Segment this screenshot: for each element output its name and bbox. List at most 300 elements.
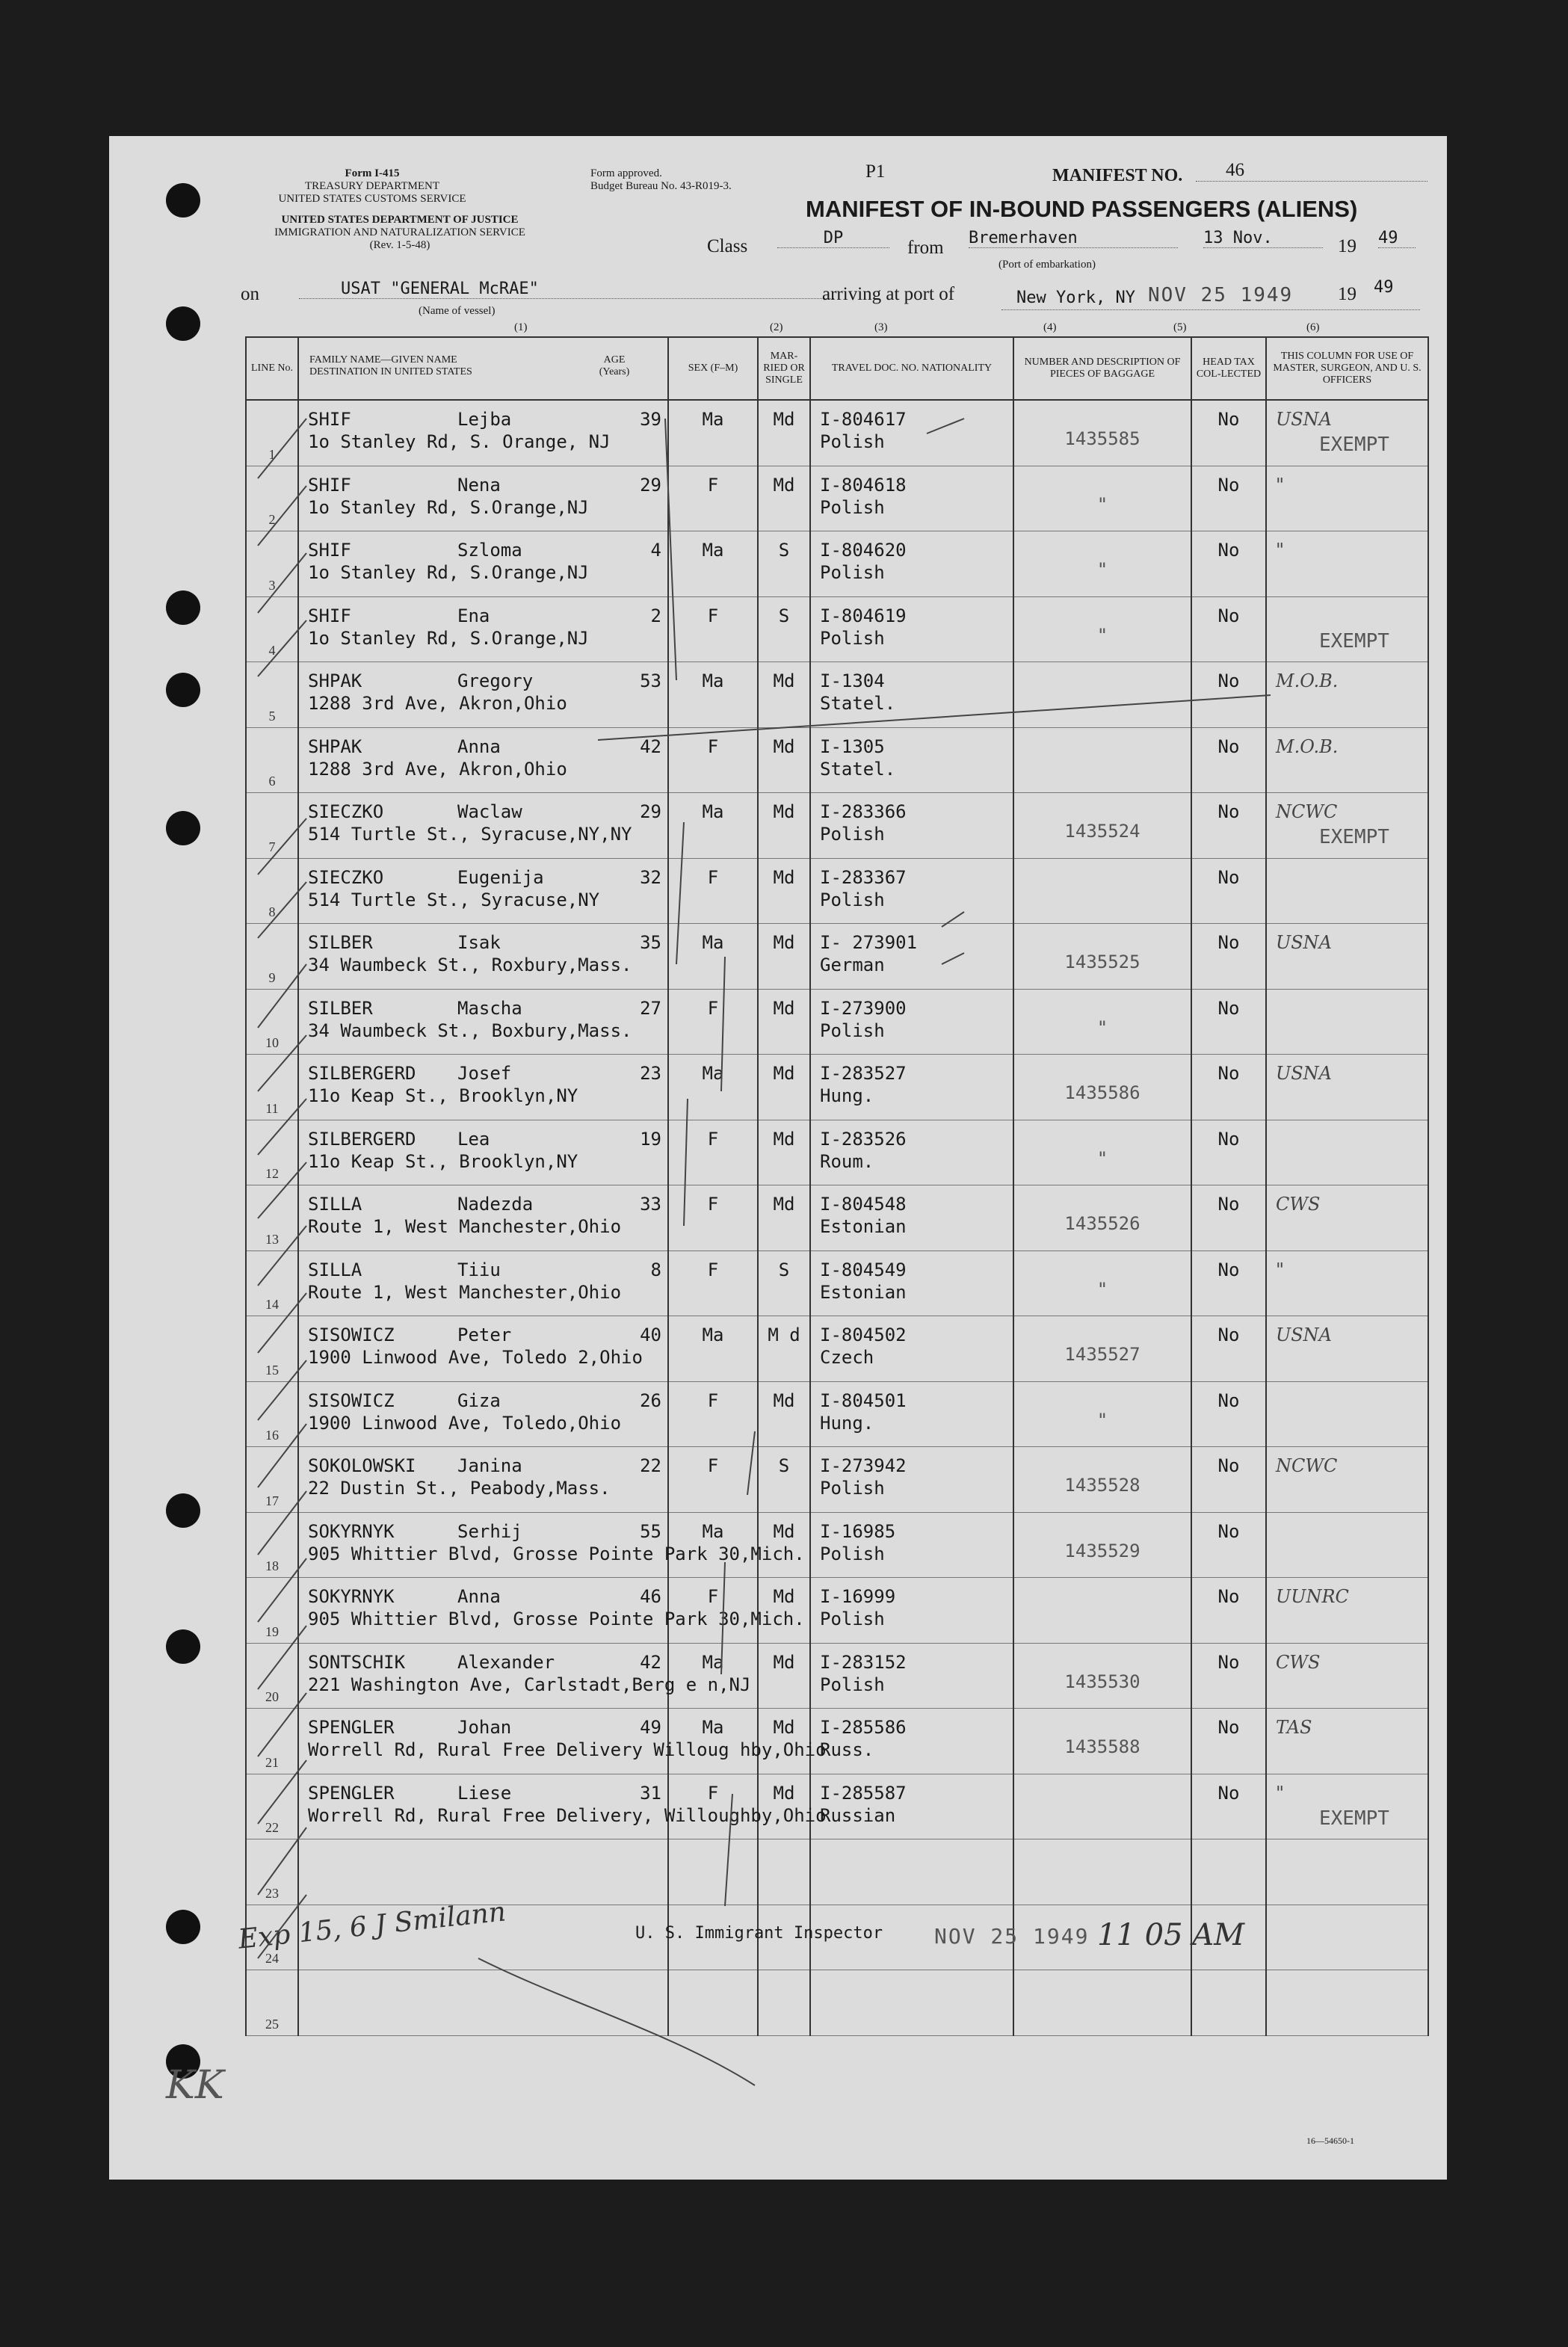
sex-cell	[668, 1709, 758, 1774]
nationality: Polish	[820, 431, 885, 452]
family-name: SIECZKO	[308, 866, 384, 888]
table-row	[246, 1447, 1428, 1513]
officer-note: TAS	[1276, 1717, 1312, 1738]
married-cell	[758, 1512, 810, 1578]
sex-cell	[668, 400, 758, 466]
col-header-tax: HEAD TAX COL-LECTED	[1191, 337, 1266, 400]
page-mark: P1	[865, 161, 886, 182]
officer-use-cell	[1266, 1578, 1428, 1644]
inspection-time: 11 05 AM	[1097, 1918, 1245, 1952]
sex: F	[707, 735, 719, 757]
baggage: "	[1096, 1278, 1108, 1300]
married-cell	[758, 1381, 810, 1447]
travel-doc-cell	[810, 1381, 1013, 1447]
age: 42	[640, 1651, 661, 1673]
travel-doc-number: I-804618	[820, 474, 907, 496]
sex-cell	[668, 924, 758, 990]
destination: 905 Whittier Blvd, Grosse Pointe Park 30,Mich.	[308, 1609, 805, 1629]
nationality: Czech	[820, 1347, 874, 1368]
travel-doc-number: I-804548	[820, 1194, 907, 1215]
family-name: SILBERGERD	[308, 1128, 416, 1150]
exempt-stamp: EXEMPT	[1319, 434, 1389, 456]
officer-note: NCWC	[1276, 801, 1338, 822]
head-tax-cell	[1191, 1447, 1266, 1513]
line-number: 22	[265, 1820, 279, 1835]
head-tax-cell	[1191, 1970, 1266, 2036]
officer-note: M.O.B.	[1276, 670, 1339, 691]
embarkation-note: (Port of embarkation)	[998, 259, 1096, 271]
married-cell	[758, 727, 810, 793]
form-number: Form I-415	[345, 167, 400, 179]
line-number: 17	[265, 1493, 279, 1508]
travel-doc-cell	[810, 793, 1013, 859]
married-cell	[758, 858, 810, 924]
table-row	[246, 596, 1428, 662]
baggage-cell	[1013, 924, 1191, 990]
sex: Ma	[702, 1520, 724, 1542]
destination: 34 Waumbeck St., Boxbury,Mass.	[308, 1020, 632, 1041]
given-name: Alexander	[457, 1651, 555, 1673]
sex-cell	[668, 1970, 758, 2036]
name-cell	[298, 1381, 668, 1447]
head-tax: No	[1217, 997, 1240, 1019]
baggage-cell	[1013, 662, 1191, 728]
head-tax-cell	[1191, 466, 1266, 531]
nationality: Polish	[820, 562, 885, 583]
name-cell	[298, 1185, 668, 1251]
table-header-row	[246, 337, 1428, 400]
head-tax-cell	[1191, 1185, 1266, 1251]
baggage: "	[1096, 1409, 1108, 1431]
travel-doc-number: I-273900	[820, 997, 907, 1019]
family-name: SISOWICZ	[308, 1390, 395, 1411]
sex-cell	[668, 1250, 758, 1316]
sex-cell	[668, 727, 758, 793]
sex: Ma	[702, 932, 724, 953]
destination: 221 Washington Ave, Carlstadt,Berg e n,NJ	[308, 1674, 751, 1695]
line-number-cell	[246, 1120, 298, 1185]
line-number: 13	[265, 1231, 279, 1247]
officer-use-cell	[1266, 1185, 1428, 1251]
form-approved: Form approved.	[590, 167, 662, 179]
sex-cell	[668, 662, 758, 728]
arrival-underline	[1001, 309, 1420, 310]
sex: Ma	[702, 1717, 724, 1738]
sex-cell	[668, 793, 758, 859]
married-cell	[758, 596, 810, 662]
age: 46	[640, 1586, 661, 1607]
married-cell	[758, 1185, 810, 1251]
officer-note: NCWC	[1276, 1455, 1338, 1476]
line-number-cell	[246, 989, 298, 1055]
given-name: Nadezda	[457, 1194, 534, 1215]
nationality: Roum.	[820, 1150, 874, 1172]
travel-doc-number: I-804549	[820, 1259, 907, 1280]
punch-hole	[166, 1629, 200, 1664]
given-name: Josef	[457, 1063, 512, 1084]
table-row	[246, 662, 1428, 728]
marital-status: Md	[773, 932, 795, 953]
officer-use-cell	[1266, 1381, 1428, 1447]
table-row	[246, 1055, 1428, 1120]
family-name: SILLA	[308, 1194, 362, 1215]
marital-status: Md	[773, 1063, 795, 1084]
given-name: Serhij	[457, 1520, 522, 1542]
head-tax: No	[1217, 474, 1240, 496]
married-cell	[758, 1447, 810, 1513]
nationality: Russian	[820, 1804, 896, 1826]
officer-note: CWS	[1276, 1194, 1321, 1215]
officer-use-cell	[1266, 1447, 1428, 1513]
inspection-date-stamp: NOV 25 1949	[934, 1924, 1090, 1949]
officer-use-cell	[1266, 1316, 1428, 1382]
given-name: Peter	[457, 1324, 512, 1345]
head-tax-cell	[1191, 1250, 1266, 1316]
table-row	[246, 858, 1428, 924]
travel-doc-cell	[810, 596, 1013, 662]
nationality: Russ.	[820, 1739, 874, 1760]
travel-doc-number: I-16985	[820, 1520, 896, 1542]
baggage: 1435526	[1064, 1213, 1140, 1234]
sex: F	[707, 1782, 719, 1804]
head-tax: No	[1217, 1782, 1240, 1804]
married-cell	[758, 1839, 810, 1905]
family-name: SILBER	[308, 932, 373, 953]
col-header-age: AGE (Years)	[599, 354, 630, 377]
head-tax-cell	[1191, 400, 1266, 466]
marital-status: Md	[773, 474, 795, 496]
age: 23	[640, 1063, 661, 1084]
baggage: 1435529	[1064, 1540, 1140, 1561]
sex-cell	[668, 858, 758, 924]
head-tax: No	[1217, 1455, 1240, 1476]
punch-hole	[166, 811, 200, 845]
marital-status: Md	[773, 735, 795, 757]
travel-doc-number: I-804502	[820, 1324, 907, 1345]
marital-status: Md	[773, 1586, 795, 1607]
officer-use-cell	[1266, 1970, 1428, 2036]
nationality: Polish	[820, 1020, 885, 1041]
travel-doc-number: I-1305	[820, 735, 885, 757]
given-name: Waclaw	[457, 801, 522, 822]
baggage: 1435530	[1064, 1671, 1140, 1692]
married-cell	[758, 1970, 810, 2036]
sex-cell	[668, 1578, 758, 1644]
age: 31	[640, 1782, 661, 1804]
officer-use-cell	[1266, 924, 1428, 990]
sex-cell	[668, 1643, 758, 1709]
sex-cell	[668, 1774, 758, 1839]
destination: 1288 3rd Ave, Akron,Ohio	[308, 693, 567, 714]
travel-doc-cell	[810, 1185, 1013, 1251]
justice-dept: UNITED STATES DEPARTMENT OF JUSTICE	[281, 214, 519, 226]
destination: 1o Stanley Rd, S.Orange,NJ	[308, 496, 589, 518]
line-number: 19	[265, 1623, 279, 1639]
year-suffix: 49	[1378, 229, 1416, 248]
sex: F	[707, 1455, 719, 1476]
married-cell	[758, 924, 810, 990]
sex: Ma	[702, 1324, 724, 1345]
officer-use-cell	[1266, 466, 1428, 531]
baggage-cell	[1013, 793, 1191, 859]
baggage-cell	[1013, 466, 1191, 531]
justice-block	[232, 214, 568, 252]
nationality: Estonian	[820, 1216, 907, 1237]
destination: Route 1, West Manchester,Ohio	[308, 1281, 622, 1303]
marital-status: S	[778, 1455, 790, 1476]
travel-doc-cell	[810, 727, 1013, 793]
family-name: SISOWICZ	[308, 1324, 395, 1345]
sex-cell	[668, 1447, 758, 1513]
baggage-cell	[1013, 1512, 1191, 1578]
travel-doc-number: I-804619	[820, 605, 907, 626]
col-number-6: (6)	[1306, 321, 1320, 333]
head-tax-cell	[1191, 924, 1266, 990]
given-name: Giza	[457, 1390, 501, 1411]
travel-doc-cell	[810, 400, 1013, 466]
col-header-travel: TRAVEL DOC. NO. NATIONALITY	[810, 337, 1013, 400]
travel-doc-number: I-804617	[820, 409, 907, 430]
baggage-cell	[1013, 1970, 1191, 2036]
family-name: SILLA	[308, 1259, 362, 1280]
travel-doc-number: I-283527	[820, 1063, 907, 1084]
manifest-number: 46	[1196, 160, 1427, 182]
destination: Worrell Rd, Rural Free Delivery, Willoughby,Ohio	[308, 1804, 827, 1826]
nationality: Hung.	[820, 1412, 874, 1434]
marital-status: Md	[773, 801, 795, 822]
col-number-5: (5)	[1173, 321, 1187, 333]
line-number-cell	[246, 1250, 298, 1316]
name-cell	[298, 531, 668, 597]
line-number-cell	[246, 1447, 298, 1513]
baggage-cell	[1013, 1709, 1191, 1774]
destination: 1288 3rd Ave, Akron,Ohio	[308, 758, 567, 780]
line-number-cell	[246, 924, 298, 990]
col-number-2: (2)	[770, 321, 783, 333]
head-tax-cell	[1191, 793, 1266, 859]
travel-doc-number: I-283367	[820, 866, 907, 888]
age: 29	[640, 801, 661, 822]
given-name: Eugenija	[457, 866, 544, 888]
married-cell	[758, 989, 810, 1055]
col-header-line: LINE No.	[246, 337, 298, 400]
sex: F	[707, 1128, 719, 1150]
travel-doc-number: I-804620	[820, 540, 907, 561]
travel-doc-number: I-283152	[820, 1651, 907, 1673]
travel-doc-cell	[810, 1774, 1013, 1839]
punch-hole	[166, 306, 200, 341]
table-row	[246, 793, 1428, 859]
arrival-date-stamp: NOV 25 1949	[1148, 284, 1294, 306]
table-row	[246, 727, 1428, 793]
given-name: Lejba	[457, 409, 512, 430]
destination: 1900 Linwood Ave, Toledo 2,Ohio	[308, 1347, 643, 1368]
baggage-cell	[1013, 858, 1191, 924]
table-row	[246, 531, 1428, 597]
baggage: 1435588	[1064, 1736, 1140, 1757]
baggage-cell	[1013, 1578, 1191, 1644]
officer-use-cell	[1266, 1774, 1428, 1839]
col-number-4: (4)	[1043, 321, 1057, 333]
head-tax: No	[1217, 735, 1240, 757]
baggage-cell	[1013, 1381, 1191, 1447]
head-tax-cell	[1191, 989, 1266, 1055]
baggage-cell	[1013, 1055, 1191, 1120]
line-number: 20	[265, 1689, 279, 1704]
family-name: SHPAK	[308, 670, 362, 691]
given-name: Isak	[457, 932, 501, 953]
married-cell	[758, 400, 810, 466]
destination: 11o Keap St., Brooklyn,NY	[308, 1150, 578, 1172]
baggage-cell	[1013, 1839, 1191, 1905]
travel-doc-cell	[810, 1055, 1013, 1120]
destination: 1o Stanley Rd, S. Orange, NJ	[308, 431, 611, 452]
name-cell	[298, 1055, 668, 1120]
head-tax-cell	[1191, 858, 1266, 924]
given-name: Liese	[457, 1782, 512, 1804]
head-tax: No	[1217, 1586, 1240, 1607]
sex-cell	[668, 1055, 758, 1120]
travel-doc-cell	[810, 1709, 1013, 1774]
baggage-cell	[1013, 596, 1191, 662]
head-tax-cell	[1191, 1774, 1266, 1839]
officer-use-cell	[1266, 1120, 1428, 1185]
baggage: 1435527	[1064, 1344, 1140, 1365]
name-cell	[298, 924, 668, 990]
name-cell	[298, 466, 668, 531]
head-tax-cell	[1191, 1381, 1266, 1447]
destination: 34 Waumbeck St., Roxbury,Mass.	[308, 954, 632, 975]
margin-note-kk: KK	[166, 2063, 224, 2108]
arriving-label: arriving at port of	[822, 284, 955, 304]
officer-use-cell	[1266, 727, 1428, 793]
marital-status: Md	[773, 1128, 795, 1150]
baggage-cell	[1013, 400, 1191, 466]
travel-doc-cell	[810, 1250, 1013, 1316]
line-number-cell	[246, 466, 298, 531]
head-tax: No	[1217, 801, 1240, 822]
vessel-name: USAT "GENERAL McRAE"	[299, 280, 834, 299]
age: 35	[640, 932, 661, 953]
travel-doc-number: I-285587	[820, 1782, 907, 1804]
departure-date: 13 Nov.	[1203, 229, 1323, 248]
marital-status: Md	[773, 866, 795, 888]
marital-status: Md	[773, 670, 795, 691]
travel-doc-number: I-283366	[820, 801, 907, 822]
officer-use-cell	[1266, 1905, 1428, 1970]
line-number: 6	[268, 774, 276, 789]
officer-note: UUNRC	[1276, 1586, 1349, 1607]
on-label: on	[241, 284, 259, 304]
married-cell	[758, 1643, 810, 1709]
marital-status: M d	[768, 1324, 800, 1345]
col-number-1: (1)	[514, 321, 528, 333]
family-name: SOKYRNYK	[308, 1586, 395, 1607]
punch-hole	[166, 673, 200, 707]
head-tax: No	[1217, 1063, 1240, 1084]
officer-note: "	[1276, 1259, 1285, 1280]
name-cell	[298, 662, 668, 728]
table-row	[246, 1643, 1428, 1709]
nationality: Polish	[820, 1478, 885, 1499]
exempt-stamp: EXEMPT	[1319, 629, 1389, 653]
age: 4	[650, 540, 661, 561]
name-cell	[298, 1839, 668, 1905]
age: 19	[640, 1128, 661, 1150]
line-number-cell	[246, 1643, 298, 1709]
age: 33	[640, 1194, 661, 1215]
col-header-baggage: NUMBER AND DESCRIPTION OF PIECES OF BAGGAGE	[1013, 337, 1191, 400]
head-tax: No	[1217, 1324, 1240, 1345]
nationality: Polish	[820, 824, 885, 845]
officer-use-cell	[1266, 793, 1428, 859]
name-cell	[298, 596, 668, 662]
table-row	[246, 989, 1428, 1055]
baggage-cell	[1013, 1774, 1191, 1839]
line-number-cell	[246, 1709, 298, 1774]
arrival-year-suffix: 49	[1374, 278, 1394, 297]
age: 22	[640, 1455, 661, 1476]
married-cell	[758, 1120, 810, 1185]
travel-doc-number: I-285586	[820, 1717, 907, 1738]
head-tax: No	[1217, 1194, 1240, 1215]
family-name: SOKOLOWSKI	[308, 1455, 416, 1476]
nationality: Polish	[820, 627, 885, 649]
vessel-note: (Name of vessel)	[419, 305, 496, 317]
officer-use-cell	[1266, 1250, 1428, 1316]
marital-status: Md	[773, 1651, 795, 1673]
sex: F	[707, 1390, 719, 1411]
married-cell	[758, 1250, 810, 1316]
marital-status: Md	[773, 1194, 795, 1215]
line-number: 15	[265, 1362, 279, 1378]
given-name: Tiiu	[457, 1259, 501, 1280]
age: 49	[640, 1717, 661, 1738]
name-cell	[298, 989, 668, 1055]
travel-doc-cell	[810, 1316, 1013, 1382]
table-row	[246, 1250, 1428, 1316]
age: 55	[640, 1520, 661, 1542]
name-cell	[298, 727, 668, 793]
travel-doc-cell	[810, 858, 1013, 924]
given-name: Lea	[457, 1128, 490, 1150]
table-row	[246, 1970, 1428, 2036]
line-number: 18	[265, 1558, 279, 1573]
travel-doc-number: I-1304	[820, 670, 885, 691]
given-name: Mascha	[457, 997, 522, 1019]
married-cell	[758, 1055, 810, 1120]
head-tax: No	[1217, 1717, 1240, 1738]
sex: Ma	[702, 1651, 724, 1673]
nationality: Estonian	[820, 1281, 907, 1303]
officer-use-cell	[1266, 1055, 1428, 1120]
family-name: SHPAK	[308, 735, 362, 757]
given-name: Johan	[457, 1717, 512, 1738]
travel-doc-cell	[810, 1120, 1013, 1185]
table-row	[246, 1774, 1428, 1839]
officer-use-cell	[1266, 662, 1428, 728]
sex-cell	[668, 1120, 758, 1185]
line-number-cell	[246, 793, 298, 859]
married-cell	[758, 466, 810, 531]
department-block	[238, 167, 507, 206]
manifest-label: MANIFEST NO.	[1052, 166, 1183, 185]
name-cell	[298, 1970, 668, 2036]
sex: F	[707, 1586, 719, 1607]
head-tax-cell	[1191, 531, 1266, 597]
family-name: SPENGLER	[308, 1717, 395, 1738]
punch-hole	[166, 1910, 200, 1944]
